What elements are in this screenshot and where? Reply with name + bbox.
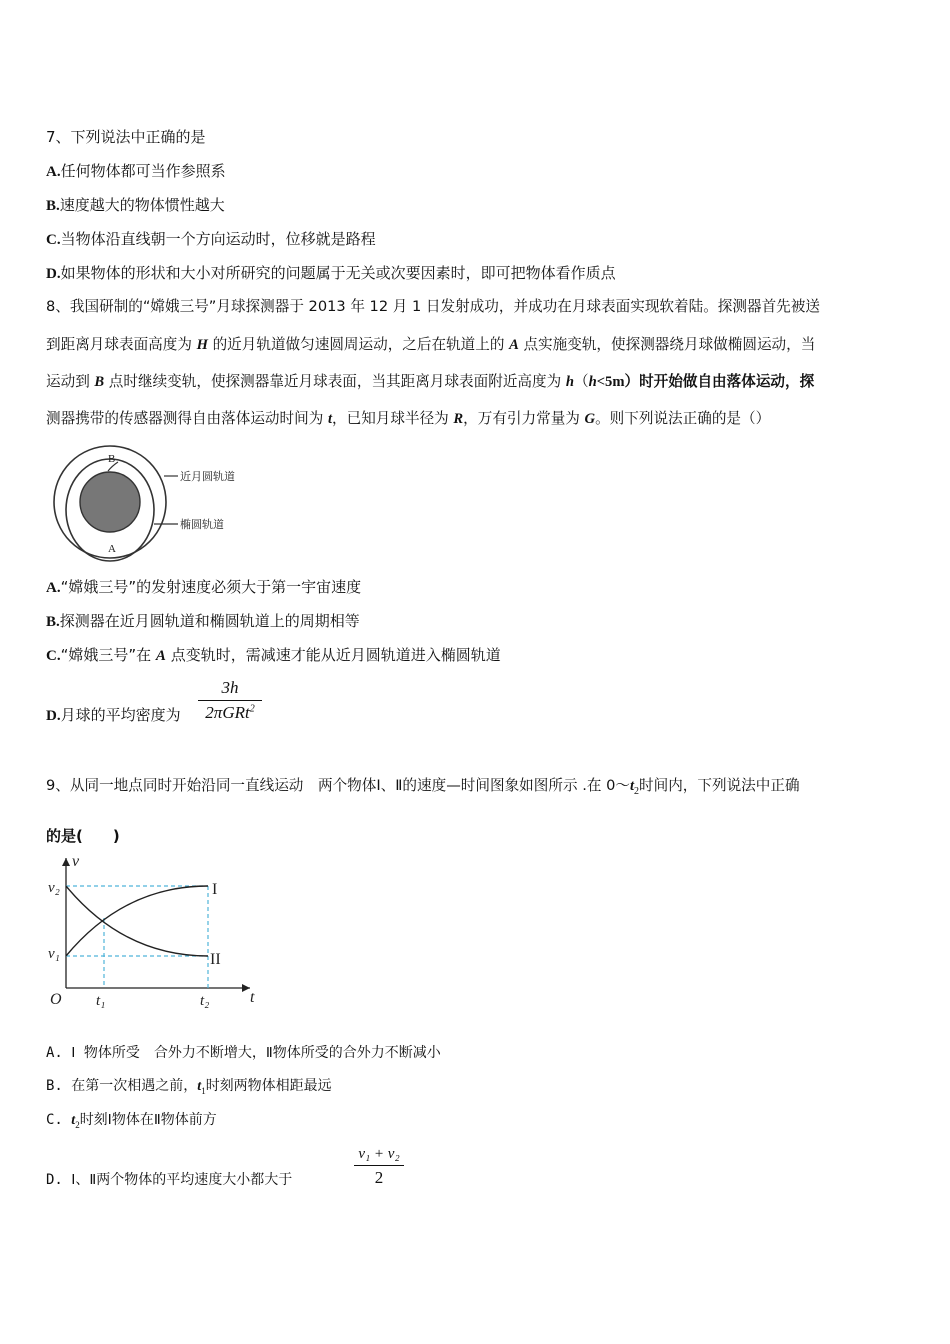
label-b: B (108, 453, 116, 465)
text: 点时继续变轨，使探测器靠近月球表面，当其距离月球表面附近高度为 (104, 373, 566, 390)
origin-label: O (50, 991, 62, 1008)
q9-option-c (46, 1109, 217, 1136)
option-text: 当物体沿直线朝一个方向运动时，位移就是路程 (60, 230, 376, 248)
q8-stem-line1: 8、我国研制的“嫦娥三号”月球探测器于 2013 年 12 月 1 日发射成功，并成功在月球表面实现软着陆。探测器首先被送 (46, 298, 820, 315)
series-label-i: I (212, 881, 218, 898)
var-t: t (327, 411, 332, 427)
option-letter: B. (46, 198, 60, 214)
x-axis-label: t (250, 989, 255, 1006)
option-text: 点变轨时，需减速才能从近月圆轨道进入椭圆轨道 (165, 646, 501, 664)
text: 。则下列说法正确的是（） (595, 410, 771, 427)
option-text: 速度越大的物体惯性越大 (59, 196, 225, 214)
fraction-denominator (198, 703, 262, 723)
fraction-bar (354, 1165, 404, 1166)
exponent: 2 (249, 703, 255, 715)
label-near-orbit: 近月圆轨道 (180, 470, 235, 483)
var-t: t (629, 778, 635, 794)
var-R: R (453, 411, 464, 427)
text: 9、从同一地点同时开始沿同一直线运动 两个物体Ⅰ、Ⅱ的速度—时间图象如图所示 .在 0～ (46, 777, 630, 794)
var-G: G (584, 411, 596, 427)
q9-stem-line2: 的是( ) (46, 827, 120, 845)
text: 时间内，下列说法中正确 (639, 777, 800, 794)
x-tick-t1: t₁ (96, 993, 106, 1009)
curve-i (66, 886, 208, 956)
label-a: A (108, 543, 116, 555)
q9-option-a: A. Ⅰ 物体所受 合外力不断增大，Ⅱ物体所受的合外力不断减小 (46, 1045, 441, 1061)
orbit-diagram (46, 440, 261, 570)
option-letter: D. (46, 266, 61, 282)
velocity-time-graph (44, 852, 264, 1014)
text: 到距离月球表面高度为 (46, 336, 197, 353)
text: 的近月轨道做匀速圆周运动，之后在轨道上的 (207, 336, 510, 353)
fraction-bar (198, 700, 262, 701)
option-letter: A. (46, 580, 61, 596)
var-h: h (565, 374, 574, 390)
option-letter: C. (46, 232, 61, 248)
text: 点实施变轨，使探测器绕月球做椭圆运动，当 (518, 336, 816, 353)
q9-option-d (46, 1169, 292, 1191)
q8-option-d (46, 704, 181, 727)
text: 运动到 (46, 373, 95, 390)
fraction-denominator: 2 (374, 1168, 384, 1187)
text: ，万有引力常量为 (463, 410, 585, 427)
average-velocity-fraction (354, 1146, 404, 1188)
text: ，已知月球半径为 (332, 410, 454, 427)
subscript: 2 (75, 1119, 80, 1130)
q7-option-a (46, 160, 226, 183)
q8-option-b (46, 610, 360, 633)
label-elliptical-orbit: 椭圆轨道 (180, 518, 224, 531)
y-tick-v2: v₂ (48, 880, 60, 896)
option-text: D. Ⅰ、Ⅱ两个物体的平均速 (46, 1172, 209, 1188)
option-text: 探测器在近月圆轨道和椭圆轨道上的周期相等 (59, 612, 360, 630)
option-letter: B. (46, 614, 60, 630)
option-text: 任何物体都可当作参照系 (60, 162, 226, 180)
var-B: B (94, 374, 105, 390)
option-text: B. 在第一次相遇之前， (46, 1078, 198, 1094)
option-text: C. (46, 1112, 72, 1128)
option-text: 月球的平均密度为 (60, 706, 181, 724)
y-axis-arrow (62, 858, 70, 866)
y-axis-label: v (72, 853, 80, 870)
var-A: A (509, 337, 519, 353)
option-text: “嫦娥三号”的发射速度必须大于第一宇宙速度 (60, 578, 362, 596)
var-t: t (197, 1079, 202, 1094)
q7-option-c (46, 228, 376, 251)
q7-stem: 7、下列说法中正确的是 (46, 128, 206, 146)
option-text: “嫦娥三号”在 (60, 646, 156, 664)
option-text: 时刻Ⅰ物体在Ⅱ物体前方 (79, 1112, 217, 1128)
text: （ (573, 373, 589, 390)
subscript: 2 (634, 785, 640, 797)
q9-option-b (46, 1075, 332, 1102)
option-letter: A. (46, 164, 61, 180)
moon-disc (80, 472, 140, 532)
text: 测器携带的传感器测得自由落体运动时间为 (46, 410, 328, 427)
series-label-ii: II (210, 951, 221, 968)
q7-option-b (46, 194, 225, 217)
option-letter: D. (46, 708, 61, 724)
fraction-numerator: 3h (221, 678, 239, 697)
q8-stem-line3 (46, 371, 814, 393)
q8-stem-line4 (46, 408, 770, 430)
x-axis-arrow (242, 984, 250, 992)
x-tick-t2: t₂ (200, 993, 210, 1009)
option-text: 度大小都大于 (208, 1172, 293, 1188)
option-letter: C. (46, 648, 61, 664)
q8-option-a (46, 576, 361, 599)
fraction-numerator: v₁ + v₂ (358, 1146, 400, 1162)
subscript: 1 (201, 1085, 206, 1096)
q8-option-c (46, 644, 501, 667)
denominator-text: 2πGRt (205, 703, 250, 722)
var-H: H (196, 337, 208, 353)
y-tick-v1: v₁ (48, 946, 60, 962)
text: <5m）时开始做自由落体运动，探 (596, 374, 815, 390)
q8-stem-line2 (46, 334, 815, 356)
option-text: 如果物体的形状和大小对所研究的问题属于无关或次要因素时，即可把物体看作质点 (60, 264, 616, 282)
density-fraction (198, 678, 262, 723)
var-h: h (588, 374, 597, 390)
var-A: A (155, 648, 166, 664)
curve-ii (66, 886, 208, 956)
q9-stem-line1 (46, 775, 800, 803)
q7-option-d (46, 262, 616, 285)
option-text: 时刻两物体相距最远 (205, 1078, 332, 1094)
var-t: t (71, 1113, 76, 1128)
